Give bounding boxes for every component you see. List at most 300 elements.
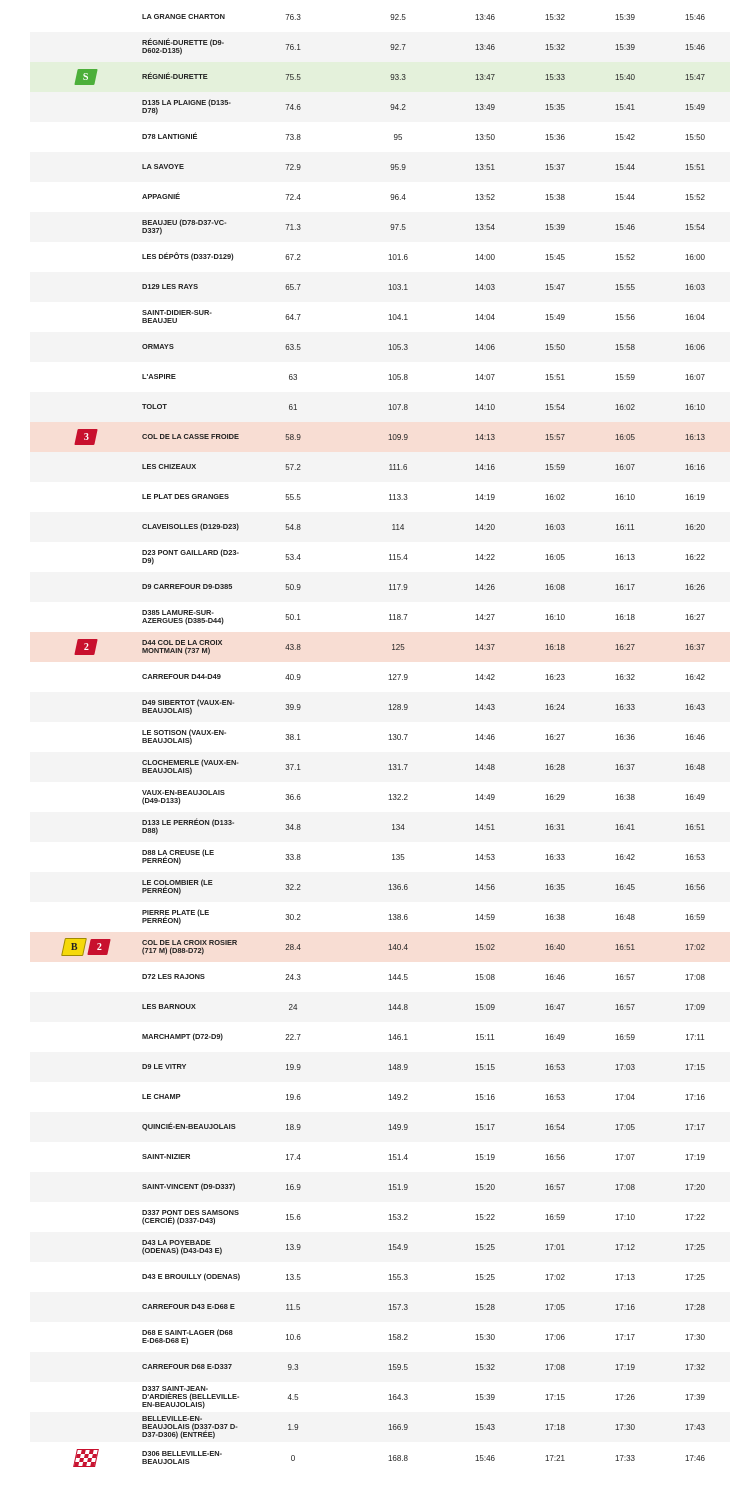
time-medium-cell: 15:35 [544, 102, 566, 112]
km-to-go-cell: 72.4 [285, 192, 301, 202]
table-row [30, 902, 730, 932]
time-medium-cell: 15:36 [544, 132, 566, 142]
place-name: SAINT-DIDIER-SUR-BEAUJEU [142, 308, 212, 325]
row-icons [30, 392, 142, 422]
table-row [30, 302, 730, 332]
km-done-cell: 101.6 [387, 252, 409, 262]
time-slow-cell: 15:52 [614, 252, 636, 262]
time-slow-cell: 16:02 [614, 402, 636, 412]
km-to-go-cell: 39.9 [285, 702, 301, 712]
time-slow-cell: 17:07 [614, 1152, 636, 1162]
table-row [30, 272, 730, 302]
km-to-go-cell: 13.5 [285, 1272, 301, 1282]
time-slowest-cell: 16:56 [684, 882, 706, 892]
place-name: LA SAVOYE [142, 162, 184, 171]
km-to-go-cell: 40.9 [285, 672, 301, 682]
km-done-cell: 118.7 [388, 612, 408, 622]
time-slowest-cell: 17:17 [684, 1122, 706, 1132]
km-done-cell: 111.6 [388, 462, 408, 472]
km-to-go-cell: 72.9 [285, 162, 301, 172]
time-fast-cell: 15:09 [474, 1002, 496, 1012]
row-icons [30, 1142, 142, 1172]
place-name: D306 BELLEVILLE-EN-BEAUJOLAIS [142, 1449, 223, 1466]
time-fast-cell: 14:03 [474, 282, 496, 292]
time-fast-cell: 13:46 [474, 12, 496, 22]
time-slow-cell: 16:17 [614, 582, 636, 592]
km-to-go-cell: 71.3 [285, 222, 301, 232]
time-slow-cell: 17:19 [614, 1362, 636, 1372]
time-slowest-cell: 15:50 [684, 132, 706, 142]
km-done-cell: 157.3 [387, 1302, 409, 1312]
time-slow-cell: 16:42 [614, 852, 636, 862]
time-slowest-cell: 16:03 [684, 282, 706, 292]
place-name: D43 E BROUILLY (ODENAS) [142, 1272, 241, 1281]
time-slowest-cell: 17:19 [684, 1152, 706, 1162]
place-name: COL DE LA CROIX ROSIER (717 M) (D88-D72) [142, 938, 238, 955]
row-icons [30, 1082, 142, 1112]
time-slow-cell: 17:04 [614, 1092, 636, 1102]
km-done-cell: 107.8 [387, 402, 409, 412]
time-slow-cell: 17:03 [614, 1062, 636, 1072]
place-name: CLAVEISOLLES (D129-D23) [142, 522, 239, 531]
time-slow-cell: 16:11 [615, 522, 635, 532]
time-slow-cell: 16:38 [614, 792, 636, 802]
time-fast-cell: 14:04 [474, 312, 496, 322]
time-slowest-cell: 17:22 [684, 1212, 706, 1222]
time-slow-cell: 17:33 [614, 1453, 636, 1463]
km-to-go-cell: 63 [288, 372, 298, 382]
km-to-go-cell: 0 [290, 1453, 296, 1463]
time-slowest-cell: 15:46 [684, 42, 706, 52]
time-fast-cell: 14:56 [474, 882, 496, 892]
km-to-go-cell: 74.6 [285, 102, 301, 112]
place-name: COL DE LA CASSE FROIDE [142, 432, 239, 441]
km-to-go-cell: 28.4 [285, 942, 301, 952]
km-to-go-cell: 24.3 [285, 972, 301, 982]
km-to-go-cell: 19.9 [285, 1062, 301, 1072]
row-icons [30, 482, 142, 512]
km-done-cell: 95.9 [390, 162, 406, 172]
time-slow-cell: 17:30 [614, 1422, 636, 1432]
place-name: D337 SAINT-JEAN-D'ARDIÈRES (BELLEVILLE-EN-BEAUJOLAIS) [142, 1384, 240, 1409]
table-row [30, 842, 730, 872]
time-fast-cell: 13:54 [474, 222, 496, 232]
place-name: D337 PONT DES SAMSONS (CERCIÉ) (D337-D43) [142, 1208, 239, 1225]
km-to-go-cell: 32.2 [285, 882, 301, 892]
time-slowest-cell: 16:22 [684, 552, 706, 562]
time-slow-cell: 15:56 [614, 312, 636, 322]
table-row [30, 122, 730, 152]
time-fast-cell: 14:19 [474, 492, 496, 502]
place-name: QUINCIÉ-EN-BEAUJOLAIS [142, 1122, 236, 1131]
table-row [30, 212, 730, 242]
time-slowest-cell: 16:20 [684, 522, 706, 532]
sprint-icon: S [74, 69, 97, 85]
time-medium-cell: 16:23 [544, 672, 566, 682]
km-done-cell: 148.9 [387, 1062, 409, 1072]
time-fast-cell: 14:48 [474, 762, 496, 772]
table-row [30, 182, 730, 212]
km-done-cell: 151.9 [387, 1182, 409, 1192]
row-icons [30, 752, 142, 782]
time-slow-cell: 17:05 [614, 1122, 636, 1132]
place-name: D9 LE VITRY [142, 1062, 187, 1071]
place-name: RÉGNIÉ-DURETTE [142, 72, 208, 81]
km-to-go-cell: 53.4 [285, 552, 301, 562]
time-medium-cell: 17:01 [544, 1242, 566, 1252]
time-slowest-cell: 17:15 [684, 1062, 706, 1072]
km-to-go-cell: 57.2 [285, 462, 301, 472]
time-slow-cell: 16:33 [614, 702, 636, 712]
time-slowest-cell: 17:11 [685, 1032, 705, 1042]
place-name: D133 LE PERRÉON (D133-D88) [142, 818, 235, 835]
time-slowest-cell: 16:07 [684, 372, 706, 382]
table-row [30, 1292, 730, 1322]
time-slow-cell: 16:37 [614, 762, 636, 772]
climb-category-icon: 2 [87, 939, 110, 955]
table-row [30, 1442, 730, 1474]
bonus-icon: B [61, 938, 87, 956]
time-slowest-cell: 16:53 [684, 852, 706, 862]
time-slow-cell: 15:39 [614, 12, 636, 22]
time-fast-cell: 14:51 [474, 822, 496, 832]
time-fast-cell: 15:08 [474, 972, 496, 982]
row-icons [30, 992, 142, 1022]
time-fast-cell: 15:25 [474, 1242, 496, 1252]
time-slowest-cell: 16:04 [684, 312, 706, 322]
table-row [30, 872, 730, 902]
time-medium-cell: 16:03 [544, 522, 566, 532]
time-fast-cell: 15:30 [474, 1332, 496, 1342]
time-medium-cell: 16:29 [544, 792, 566, 802]
time-fast-cell: 15:15 [474, 1062, 496, 1072]
km-done-cell: 97.5 [390, 222, 406, 232]
km-done-cell: 103.1 [387, 282, 409, 292]
km-done-cell: 140.4 [387, 942, 409, 952]
time-fast-cell: 13:49 [474, 102, 496, 112]
time-slow-cell: 16:59 [614, 1032, 636, 1042]
time-fast-cell: 14:37 [474, 642, 496, 652]
time-medium-cell: 16:46 [544, 972, 566, 982]
time-slow-cell: 15:44 [614, 162, 636, 172]
time-medium-cell: 16:18 [544, 642, 566, 652]
km-to-go-cell: 34.8 [285, 822, 301, 832]
table-row [30, 1352, 730, 1382]
row-icons [30, 362, 142, 392]
table-row [30, 692, 730, 722]
time-slowest-cell: 16:49 [684, 792, 706, 802]
table-row [30, 782, 730, 812]
row-icons [30, 1172, 142, 1202]
time-slowest-cell: 17:16 [684, 1092, 706, 1102]
row-icons [30, 1292, 142, 1322]
km-to-go-cell: 22.7 [285, 1032, 301, 1042]
km-to-go-cell: 13.9 [285, 1242, 301, 1252]
km-done-cell: 166.9 [387, 1422, 409, 1432]
row-icons [30, 452, 142, 482]
time-fast-cell: 13:51 [474, 162, 496, 172]
km-to-go-cell: 15.6 [285, 1212, 301, 1222]
time-slow-cell: 16:36 [614, 732, 636, 742]
km-to-go-cell: 61 [288, 402, 298, 412]
place-name: D23 PONT GAILLARD (D23-D9) [142, 548, 239, 565]
place-name: CARREFOUR D44-D49 [142, 672, 221, 681]
row-icons [30, 1022, 142, 1052]
time-slow-cell: 17:16 [614, 1302, 636, 1312]
place-name: LE COLOMBIER (LE PERRÉON) [142, 878, 213, 895]
km-to-go-cell: 24 [288, 1002, 298, 1012]
km-done-cell: 125 [391, 642, 405, 652]
table-row [30, 62, 730, 92]
time-slowest-cell: 17:25 [684, 1272, 706, 1282]
time-medium-cell: 15:59 [544, 462, 566, 472]
place-name: D43 LA POYEBADE (ODENAS) (D43-D43 E) [142, 1238, 223, 1255]
place-name: APPAGNIÉ [142, 192, 181, 201]
place-name: LE CHAMP [142, 1092, 181, 1101]
place-name: BEAUJEU (D78-D37-VC-D337) [142, 218, 227, 235]
time-fast-cell: 14:10 [474, 402, 496, 412]
table-row [30, 812, 730, 842]
time-medium-cell: 16:35 [544, 882, 566, 892]
km-to-go-cell: 38.1 [285, 732, 301, 742]
km-to-go-cell: 19.6 [285, 1092, 301, 1102]
time-fast-cell: 15:39 [474, 1392, 496, 1402]
km-done-cell: 146.1 [387, 1032, 409, 1042]
finish-flag-icon [73, 1449, 99, 1467]
km-done-cell: 96.4 [390, 192, 406, 202]
km-done-cell: 135 [391, 852, 405, 862]
table-row [30, 932, 730, 962]
time-fast-cell: 15:19 [474, 1152, 496, 1162]
time-medium-cell: 15:37 [544, 162, 566, 172]
time-slow-cell: 15:42 [614, 132, 636, 142]
km-done-cell: 114 [391, 522, 405, 532]
row-icons [30, 542, 142, 572]
km-done-cell: 117.9 [388, 582, 408, 592]
time-fast-cell: 15:43 [474, 1422, 496, 1432]
place-name: TOLOT [142, 402, 167, 411]
time-slowest-cell: 17:20 [684, 1182, 706, 1192]
place-name: LE SOTISON (VAUX-EN-BEAUJOLAIS) [142, 728, 227, 745]
row-icons [30, 2, 142, 32]
row-icons [30, 1412, 142, 1442]
km-done-cell: 159.5 [387, 1362, 409, 1372]
time-slow-cell: 16:45 [614, 882, 636, 892]
time-slow-cell: 16:32 [614, 672, 636, 682]
row-icons [30, 1442, 142, 1474]
row-icons [30, 692, 142, 722]
time-fast-cell: 14:16 [474, 462, 496, 472]
time-slowest-cell: 17:25 [684, 1242, 706, 1252]
row-icons [30, 212, 142, 242]
place-name: LES BARNOUX [142, 1002, 196, 1011]
table-row [30, 572, 730, 602]
km-to-go-cell: 63.5 [285, 342, 301, 352]
row-icons [30, 122, 142, 152]
time-medium-cell: 16:53 [544, 1062, 566, 1072]
time-slow-cell: 16:57 [614, 1002, 636, 1012]
place-name: VAUX-EN-BEAUJOLAIS (D49-D133) [142, 788, 225, 805]
km-done-cell: 144.8 [387, 1002, 409, 1012]
time-slow-cell: 16:51 [614, 942, 636, 952]
km-done-cell: 92.5 [390, 12, 406, 22]
table-row [30, 422, 730, 452]
time-slowest-cell: 16:48 [684, 762, 706, 772]
time-slow-cell: 17:10 [614, 1212, 636, 1222]
row-icons [30, 1382, 142, 1412]
km-done-cell: 127.9 [387, 672, 409, 682]
table-row [30, 1262, 730, 1292]
time-slowest-cell: 16:37 [684, 642, 706, 652]
km-to-go-cell: 18.9 [285, 1122, 301, 1132]
place-name: CARREFOUR D68 E-D337 [142, 1362, 232, 1371]
row-icons [30, 1322, 142, 1352]
row-icons [30, 632, 142, 662]
km-to-go-cell: 17.4 [285, 1152, 301, 1162]
time-slowest-cell: 16:27 [684, 612, 706, 622]
km-done-cell: 94.2 [390, 102, 406, 112]
table-row [30, 2, 730, 32]
time-slowest-cell: 16:43 [684, 702, 706, 712]
table-row [30, 1142, 730, 1172]
time-medium-cell: 15:32 [544, 12, 566, 22]
time-slow-cell: 17:26 [614, 1392, 636, 1402]
km-done-cell: 153.2 [387, 1212, 409, 1222]
time-fast-cell: 15:28 [474, 1302, 496, 1312]
row-icons [30, 962, 142, 992]
row-icons [30, 812, 142, 842]
time-slow-cell: 15:58 [614, 342, 636, 352]
km-to-go-cell: 67.2 [285, 252, 301, 262]
place-name: PIERRE PLATE (LE PERRÉON) [142, 908, 210, 925]
km-to-go-cell: 54.8 [285, 522, 301, 532]
km-done-cell: 158.2 [387, 1332, 409, 1342]
row-icons [30, 62, 142, 92]
time-slowest-cell: 15:46 [684, 12, 706, 22]
time-fast-cell: 14:53 [474, 852, 496, 862]
time-slowest-cell: 17:28 [684, 1302, 706, 1312]
time-medium-cell: 17:15 [544, 1392, 566, 1402]
place-name: D385 LAMURE-SUR-AZERGUES (D385-D44) [142, 608, 224, 625]
table-row [30, 362, 730, 392]
climb-category-icon: 3 [74, 429, 97, 445]
time-medium-cell: 16:47 [544, 1002, 566, 1012]
row-icons [30, 602, 142, 632]
table-row [30, 1322, 730, 1352]
time-slowest-cell: 15:51 [684, 162, 706, 172]
km-done-cell: 138.6 [387, 912, 409, 922]
km-to-go-cell: 64.7 [285, 312, 301, 322]
time-fast-cell: 15:46 [474, 1453, 496, 1463]
table-row [30, 752, 730, 782]
time-slow-cell: 16:10 [614, 492, 636, 502]
table-row [30, 602, 730, 632]
time-slowest-cell: 16:51 [684, 822, 706, 832]
km-to-go-cell: 76.1 [285, 42, 301, 52]
time-medium-cell: 16:53 [544, 1092, 566, 1102]
time-slowest-cell: 16:42 [684, 672, 706, 682]
place-name: SAINT-NIZIER [142, 1152, 191, 1161]
time-slow-cell: 15:39 [614, 42, 636, 52]
place-name: D49 SIBERTOT (VAUX-EN-BEAUJOLAIS) [142, 698, 235, 715]
row-icons [30, 242, 142, 272]
row-icons [30, 272, 142, 302]
time-fast-cell: 14:07 [474, 372, 496, 382]
row-icons [30, 1352, 142, 1382]
km-done-cell: 115.4 [388, 552, 408, 562]
time-slow-cell: 15:55 [614, 282, 636, 292]
time-medium-cell: 17:02 [544, 1272, 566, 1282]
km-to-go-cell: 55.5 [285, 492, 301, 502]
time-medium-cell: 16:54 [544, 1122, 566, 1132]
table-row [30, 512, 730, 542]
time-slowest-cell: 16:46 [684, 732, 706, 742]
row-icons [30, 332, 142, 362]
row-icons [30, 782, 142, 812]
place-name: CLOCHEMERLE (VAUX-EN-BEAUJOLAIS) [142, 758, 239, 775]
time-medium-cell: 16:38 [544, 912, 566, 922]
time-fast-cell: 15:02 [474, 942, 496, 952]
time-fast-cell: 15:16 [474, 1092, 496, 1102]
km-done-cell: 104.1 [387, 312, 409, 322]
km-to-go-cell: 9.3 [287, 1362, 299, 1372]
place-name: MARCHAMPT (D72-D9) [142, 1032, 223, 1041]
time-medium-cell: 16:33 [544, 852, 566, 862]
time-fast-cell: 14:59 [474, 912, 496, 922]
place-name: D129 LES RAYS [142, 282, 199, 291]
time-medium-cell: 17:06 [544, 1332, 566, 1342]
km-done-cell: 144.5 [387, 972, 409, 982]
row-icons [30, 152, 142, 182]
time-medium-cell: 15:39 [544, 222, 566, 232]
km-to-go-cell: 33.8 [285, 852, 301, 862]
time-slow-cell: 17:08 [614, 1182, 636, 1192]
table-row [30, 242, 730, 272]
time-medium-cell: 16:31 [544, 822, 566, 832]
row-icons [30, 842, 142, 872]
time-fast-cell: 14:43 [474, 702, 496, 712]
place-name: D68 E SAINT-LAGER (D68 E-D68-D68 E) [142, 1328, 233, 1345]
time-slowest-cell: 17:39 [684, 1392, 706, 1402]
time-fast-cell: 14:06 [474, 342, 496, 352]
time-slowest-cell: 15:52 [684, 192, 706, 202]
km-to-go-cell: 76.3 [285, 12, 301, 22]
time-slow-cell: 16:41 [614, 822, 636, 832]
time-fast-cell: 15:25 [474, 1272, 496, 1282]
km-done-cell: 136.6 [387, 882, 409, 892]
km-to-go-cell: 75.5 [285, 72, 301, 82]
time-fast-cell: 15:17 [474, 1122, 496, 1132]
time-medium-cell: 17:08 [544, 1362, 566, 1372]
row-icons [30, 302, 142, 332]
place-name: D135 LA PLAIGNE (D135-D78) [142, 98, 231, 115]
time-fast-cell: 14:22 [474, 552, 496, 562]
time-slow-cell: 15:44 [614, 192, 636, 202]
time-slowest-cell: 16:59 [684, 912, 706, 922]
time-slow-cell: 16:07 [614, 462, 636, 472]
row-icons [30, 932, 142, 962]
row-icons [30, 902, 142, 932]
time-slow-cell: 17:12 [614, 1242, 636, 1252]
place-name: D44 COL DE LA CROIX MONTMAIN (737 M) [142, 638, 223, 655]
km-to-go-cell: 16.9 [285, 1182, 301, 1192]
km-to-go-cell: 58.9 [285, 432, 301, 442]
time-medium-cell: 16:28 [544, 762, 566, 772]
time-medium-cell: 16:40 [544, 942, 566, 952]
time-medium-cell: 17:21 [544, 1453, 566, 1463]
time-slow-cell: 17:17 [614, 1332, 636, 1342]
km-to-go-cell: 43.8 [285, 642, 301, 652]
